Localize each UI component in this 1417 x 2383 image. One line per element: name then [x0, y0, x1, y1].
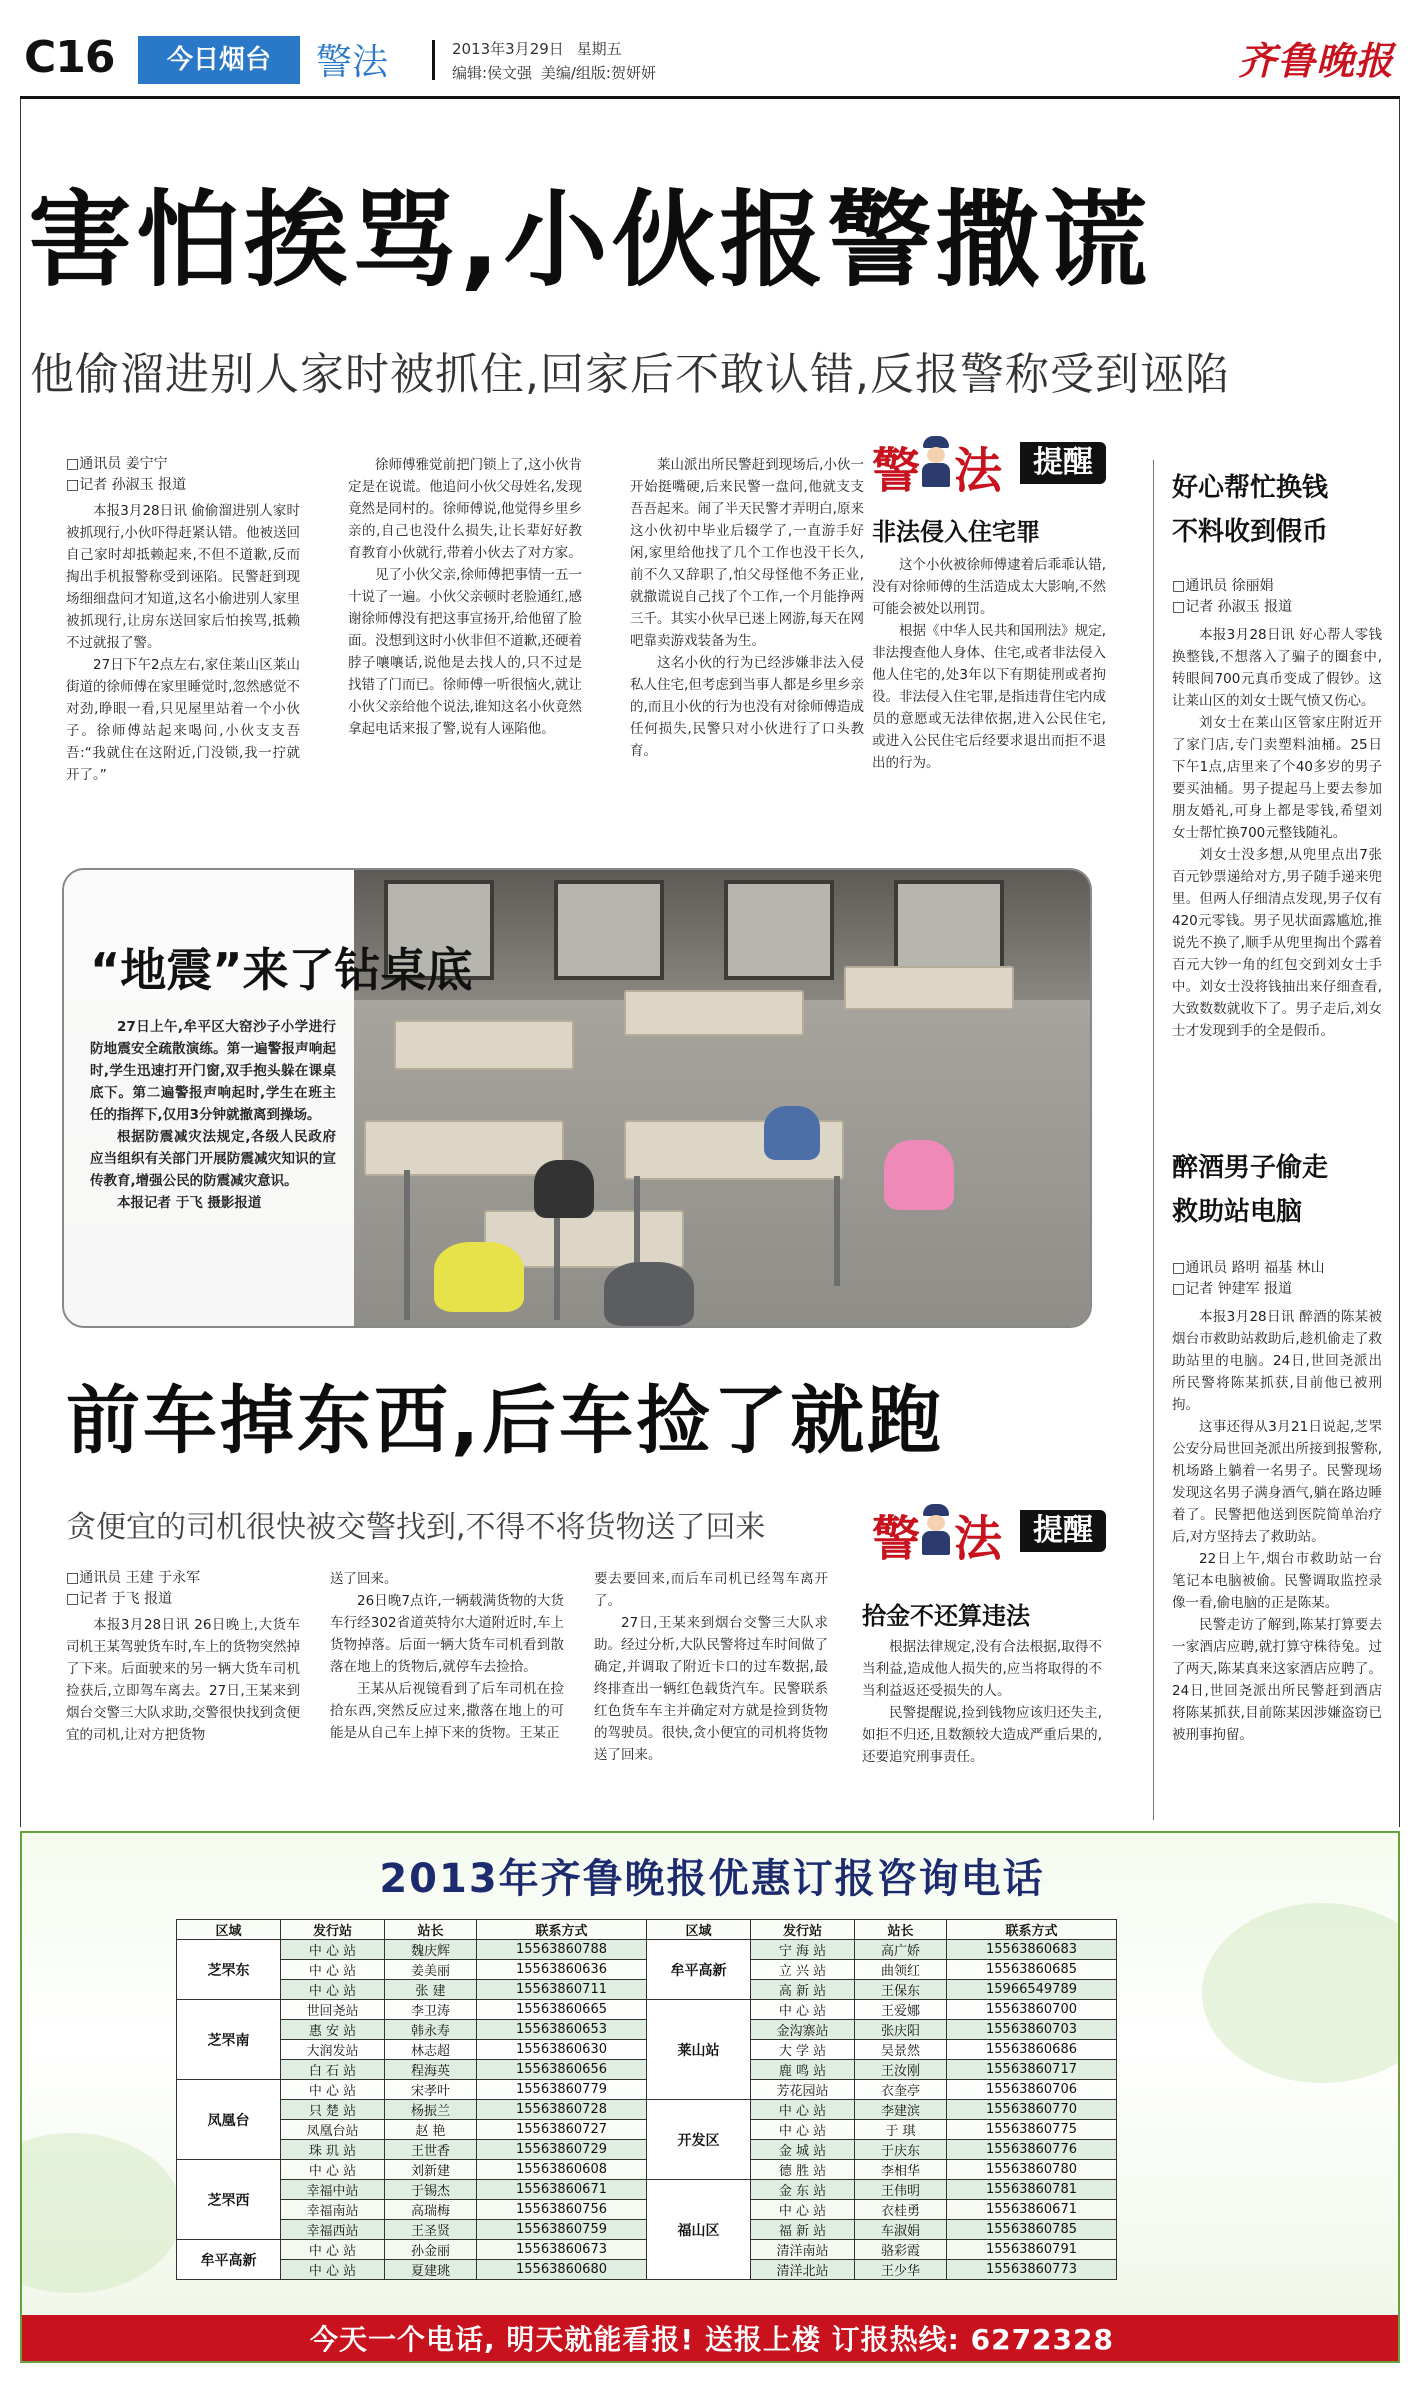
- sidebar1-title-line2: 不料收到假币: [1172, 517, 1329, 547]
- table-cell: 韩永寿: [385, 2020, 477, 2040]
- paragraph: 见了小伙父亲,徐师傅把事情一五一十说了一遍。小伙父亲顿时老脸通红,感谢徐师傅没有把这事宣扬开,给他留了脸面。没想到这时小伙非但不道歉,还硬着脖子嚷嚷话,说他是去找人的,只不过是找错了门而已。徐师傅一听很恼火,就让小伙父亲给他个说法,谁知这名小伙竟然拿起电话来报了警,说有人诬陷他。: [348, 567, 582, 737]
- logo-char-fa: 法: [954, 443, 1003, 499]
- logo-char-fa: 法: [954, 1511, 1003, 1567]
- table-cell: 宁 海 站: [751, 1940, 855, 1960]
- earthquake-drill-photo: [62, 868, 1092, 1328]
- table-cell: 衣桂勇: [855, 2200, 947, 2220]
- table-cell: 中 心 站: [281, 1980, 385, 2000]
- table-cell: 杨振兰: [385, 2100, 477, 2120]
- region-cell: 福山区: [647, 2180, 751, 2280]
- table-cell: 15966549789: [947, 1980, 1117, 2000]
- table-cell: 于庆东: [855, 2140, 947, 2160]
- designer: 美编/组版:贺妍妍: [540, 64, 656, 82]
- paragraph: 刘女士在莱山区管家庄附近开了家门店,专门卖塑料油桶。25日下午1点,店里来了个40多岁的男子要买油桶。男子提起马上要去参加朋友婚礼,可身上都是零钱,希望刘女士帮忙换700元整钱随礼。: [1172, 715, 1382, 841]
- table-cell: 衣奎亭: [855, 2080, 947, 2100]
- table-header-cell: 发行站: [281, 1920, 385, 1940]
- table-row: [177, 2180, 1117, 2200]
- headline-second: 前车掉东西,后车捡了就跑: [66, 1378, 945, 1464]
- page-number: C16: [24, 32, 115, 83]
- table-cell: 王汝刚: [855, 2060, 947, 2080]
- date: 2013年3月29日: [452, 40, 564, 58]
- paragraph: 27日下午2点左右,家住莱山区莱山街道的徐师傅在家里睡觉时,忽然感觉不对劲,睁眼一看,只见屋里站着一个小伙子。徐师傅站起来喝问,小伙支支吾吾:“我就住在这附近,门没锁,我一拧就开了。”: [66, 657, 300, 783]
- subscription-title: 2013年齐鲁晚报优惠订报咨询电话: [379, 1856, 1045, 1902]
- tip-body: [872, 554, 1106, 774]
- subscription-hotline: 今天一个电话, 明天就能看报! 送报上楼 订报热线: 6272328: [310, 2323, 1114, 2356]
- subscription-ad: [20, 1831, 1400, 2363]
- table-cell: 15563860671: [947, 2200, 1117, 2220]
- paragraph: 莱山派出所民警赶到现场后,小伙一开始挺嘴硬,后来民警一盘问,他就支支吾吾起来。闹了半天民警才弄明白,原来这小伙初中毕业后辍学了,一直游手好闲,家里给他找了几个工作也没干长久,前不久又辞职了,怕父母怪他不务正业,就撒谎说自己找了个工作,一个月能挣两三千。其实小伙早已迷上网游,每天在网吧靠卖游戏装备为生。: [630, 457, 864, 649]
- logo-char-jing: 警: [872, 443, 921, 499]
- city-tag: 今日烟台: [138, 36, 300, 84]
- leaf-decoration: [20, 2133, 182, 2293]
- table-cell: 夏建珧: [385, 2260, 477, 2280]
- table-cell: 大 学 站: [751, 2040, 855, 2060]
- editor-line: [452, 62, 656, 83]
- table-cell: 中 心 站: [281, 2260, 385, 2280]
- table-cell: 15563860630: [477, 2040, 647, 2060]
- photo-credit: 本报记者 于飞 摄影报道: [117, 1195, 262, 1211]
- table-header-cell: 联系方式: [947, 1920, 1117, 1940]
- byline: □通讯员 王建 于永军: [66, 1570, 201, 1586]
- byline: □通讯员 姜宁宁: [66, 456, 168, 472]
- table-cell: 15563860773: [947, 2260, 1117, 2280]
- table-cell: 魏庆辉: [385, 1940, 477, 1960]
- table-cell: 15563860717: [947, 2060, 1117, 2080]
- table-header-cell: 站长: [385, 1920, 477, 1940]
- table-cell: 珠 玑 站: [281, 2140, 385, 2160]
- byline: □通讯员 路明 福基 林山: [1172, 1260, 1325, 1276]
- sidebar1-title-line1: 好心帮忙换钱: [1172, 473, 1329, 503]
- brand-logo: 齐鲁晚报: [1237, 38, 1394, 83]
- table-cell: 鹿 鸣 站: [751, 2060, 855, 2080]
- table-cell: 15563860788: [477, 1940, 647, 1960]
- paragraph: 要去要回来,而后车司机已经驾车离开了。: [594, 1571, 828, 1609]
- table-row: [177, 1940, 1117, 1960]
- section-name: 警法: [316, 42, 389, 83]
- paragraph: 徐师傅雅觉前把门锁上了,这小伙肯定是在说谎。他追问小伙父母姓名,发现竟然是同村的。徐师傅说,他觉得乡里乡亲的,自己也没什么损失,让长辈好好教育教育小伙就行,带着小伙去了对方家。: [348, 457, 582, 561]
- table-cell: 张 建: [385, 1980, 477, 2000]
- table-header-cell: 区域: [177, 1920, 281, 1940]
- table-cell: 王伟明: [855, 2180, 947, 2200]
- table-cell: 15563860711: [477, 1980, 647, 2000]
- subscription-footer-bar: [22, 2315, 1400, 2363]
- table-cell: 吴景然: [855, 2040, 947, 2060]
- table-cell: 只 楚 站: [281, 2100, 385, 2120]
- paragraph: 王某从后视镜看到了后车司机在捡拾东西,突然反应过来,撒落在地上的可能是从自己车上掉下来的货物。王某正: [330, 1681, 564, 1741]
- sidebar2-title-line2: 救助站电脑: [1172, 1197, 1303, 1227]
- police-tip-logo: [872, 432, 1118, 499]
- paragraph: 根据防震减灾法规定,各级人民政府应当组织有关部门开展防震减灾知识的宣传教育,增强公民的防震减灾意识。: [90, 1129, 336, 1189]
- region-cell: 凤凰台: [177, 2080, 281, 2160]
- table-cell: 王世香: [385, 2140, 477, 2160]
- table-cell: 中 心 站: [751, 2100, 855, 2120]
- table-cell: 中 心 站: [281, 2160, 385, 2180]
- table-header-cell: 联系方式: [477, 1920, 647, 1940]
- table-cell: 清洋南站: [751, 2240, 855, 2260]
- region-cell: 牟平高新: [177, 2240, 281, 2280]
- paragraph: 本报3月28日讯 醉酒的陈某被烟台市救助站救助后,趁机偷走了救助站里的电脑。24日,世回尧派出所民警将陈某抓获,目前他已被刑拘。: [1172, 1309, 1382, 1413]
- table-cell: 中 心 站: [281, 1960, 385, 1980]
- police-tip-logo: [872, 1500, 1118, 1567]
- table-cell: 林志超: [385, 2040, 477, 2060]
- table-cell: 15563860727: [477, 2120, 647, 2140]
- byline: □记者 孙淑玉 报道: [1172, 599, 1293, 615]
- region-cell: 牟平高新: [647, 1940, 751, 2000]
- table-cell: 15563860785: [947, 2220, 1117, 2240]
- paragraph: 刘女士没多想,从兜里点出7张百元钞票递给对方,男子随手递来兜里。但两人仔细清点发现,男子仅有420元零钱。男子见状面露尴尬,推说先不换了,顺手从兜里掏出个露着百元大钞一角的红包交到刘女士手中。刘女士没将钱抽出来仔细查看,大致数数就收下了。男子走后,刘女士才发现到手的全是假币。: [1172, 847, 1382, 1039]
- table-cell: 中 心 站: [281, 1940, 385, 1960]
- table-cell: 芳花园站: [751, 2080, 855, 2100]
- story1-column-2: [348, 454, 582, 854]
- story2-column-3: [594, 1568, 828, 1818]
- paragraph: 根据法律规定,没有合法根据,取得不当利益,造成他人损失的,应当将取得的不当利益返还受损失的人。: [862, 1639, 1102, 1699]
- table-cell: 姜美丽: [385, 1960, 477, 1980]
- paragraph: 这名小伙的行为已经涉嫌非法入侵私人住宅,但考虑到当事人都是乡里乡亲的,而且小伙的行为也没有对徐师傅造成任何损失,民警只对小伙进行了口头教育。: [630, 655, 864, 759]
- table-cell: 15563860703: [947, 2020, 1117, 2040]
- table-cell: 15563860653: [477, 2020, 647, 2040]
- table-cell: 孙金丽: [385, 2240, 477, 2260]
- byline: □记者 孙淑玉 报道: [66, 477, 187, 493]
- table-cell: 曲领红: [855, 1960, 947, 1980]
- logo-char-jing: 警: [872, 1511, 921, 1567]
- paragraph: 27日上午,牟平区大窑沙子小学进行防地震安全疏散演练。第一遍警报声响起时,学生迅速打开门窗,双手抱头躲在课桌底下。第二遍警报声响起时,学生在班主任的指挥下,仅用3分钟就撤离到操场。: [90, 1019, 336, 1123]
- table-cell: 张庆阳: [855, 2020, 947, 2040]
- table-cell: 宋孝叶: [385, 2080, 477, 2100]
- table-cell: 凤凰台站: [281, 2120, 385, 2140]
- tip-title: 拾金不还算违法: [862, 1602, 1030, 1630]
- table-cell: 15563860680: [477, 2260, 647, 2280]
- table-cell: 惠 安 站: [281, 2020, 385, 2040]
- logo-tixing: 提醒: [1020, 442, 1106, 484]
- table-cell: 大润发站: [281, 2040, 385, 2060]
- paragraph: 26日晚7点许,一辆载满货物的大货车行经302省道英特尔大道附近时,车上货物掉落。后面一辆大货车司机看到散落在地上的货物后,就停车去捡拾。: [330, 1593, 564, 1675]
- table-cell: 15563860728: [477, 2100, 647, 2120]
- byline: □记者 钟建军 报道: [1172, 1281, 1293, 1297]
- paragraph: 这事还得从3月21日说起,芝罘公安分局世回尧派出所接到报警称,机场路上躺着一名男子。民警现场发现这名男子满身酒气,躺在路边睡着了。民警把他送到医院简单治疗后,对方坚持去了救助站。: [1172, 1419, 1382, 1545]
- table-cell: 福 新 站: [751, 2220, 855, 2240]
- byline: □通讯员 徐丽娟: [1172, 578, 1274, 594]
- table-cell: 王爱娜: [855, 2000, 947, 2020]
- paragraph: 本报3月28日讯 好心帮人零钱换整钱,不想落入了骗子的圈套中,转眼间700元真币变成了假钞。这让莱山区的刘女士既气愤又伤心。: [1172, 627, 1382, 709]
- story2-column-1: [66, 1568, 300, 1818]
- table-cell: 15563860636: [477, 1960, 647, 1980]
- story1-column-1: [66, 454, 300, 854]
- paragraph: 这个小伙被徐师傅逮着后乖乖认错,没有对徐师傅的生活造成太大影响,不然可能会被处以刑罚。: [872, 557, 1106, 617]
- table-cell: 幸福西站: [281, 2220, 385, 2240]
- table-cell: 中 心 站: [281, 2240, 385, 2260]
- table-cell: 高 新 站: [751, 1980, 855, 2000]
- police-tip-box-2: [862, 1500, 1118, 1820]
- region-cell: 莱山站: [647, 2000, 751, 2100]
- headline-main: 害怕挨骂,小伙报警撒谎: [28, 179, 1152, 301]
- weekday: 星期五: [576, 40, 622, 58]
- table-cell: 王保东: [855, 1980, 947, 2000]
- logo-tixing: 提醒: [1020, 1510, 1106, 1552]
- story1-column-3: [630, 454, 864, 854]
- table-cell: 立 兴 站: [751, 1960, 855, 1980]
- story2-column-2: [330, 1568, 564, 1818]
- table-row: [177, 2000, 1117, 2020]
- table-row: [177, 2100, 1117, 2120]
- region-cell: 芝罘西: [177, 2160, 281, 2240]
- subheadline-main: 他偷溜进别人家时被抓住,回家后不敢认错,反报警称受到诬陷: [30, 349, 1230, 400]
- sidebar1-body: [1172, 576, 1382, 1106]
- table-cell: 李相华: [855, 2160, 947, 2180]
- tip-body: [862, 1636, 1102, 1768]
- table-cell: 金沟寨站: [751, 2020, 855, 2040]
- table-cell: 李卫涛: [385, 2000, 477, 2020]
- table-cell: 15563860759: [477, 2220, 647, 2240]
- table-cell: 15563860608: [477, 2160, 647, 2180]
- table-cell: 15563860685: [947, 1960, 1117, 1980]
- page-header: [24, 30, 1394, 90]
- paragraph: 根据《中华人民共和国刑法》规定,非法搜查他人身体、住宅,或者非法侵入他人住宅的,处3年以下有期徒刑或者拘役。非法侵入住宅罪,是指违背住宅内成员的意愿或无法律依据,进入公民住宅,或进入公民住宅后经要求退出而拒不退出的行为。: [872, 623, 1106, 771]
- table-cell: 15563860781: [947, 2180, 1117, 2200]
- table-header-row: [177, 1920, 1117, 1940]
- paragraph: 送了回来。: [330, 1571, 398, 1587]
- table-cell: 幸福中站: [281, 2180, 385, 2200]
- tip-title: 非法侵入住宅罪: [872, 518, 1040, 546]
- photo-story-text: [90, 1016, 336, 1214]
- date-line: [452, 38, 622, 59]
- table-cell: 15563860665: [477, 2000, 647, 2020]
- paragraph: 27日,王某来到烟台交警三大队求助。经过分析,大队民警将过车时间做了确定,并调取了附近卡口的过车数据,最终排查出一辆红色载货汽车。民警联系红色货车车主并确定对方就是捡到货物的驾驶员。很快,贪小便宜的司机将货物送了回来。: [594, 1615, 828, 1763]
- sidebar2-title: [1172, 1146, 1328, 1234]
- header-divider: [432, 40, 435, 80]
- region-cell: 芝罘南: [177, 2000, 281, 2080]
- table-cell: 白 石 站: [281, 2060, 385, 2080]
- table-cell: 金 东 站: [751, 2180, 855, 2200]
- table-cell: 王少华: [855, 2260, 947, 2280]
- table-cell: 于锡杰: [385, 2180, 477, 2200]
- sidebar2-body: [1172, 1258, 1382, 1822]
- photo-story-title: “地震”来了钻桌底: [90, 943, 473, 997]
- subheadline-second: 贪便宜的司机很快被交警找到,不得不将货物送了回来: [66, 1510, 766, 1545]
- table-cell: 德 胜 站: [751, 2160, 855, 2180]
- table-cell: 高瑞梅: [385, 2200, 477, 2220]
- table-cell: 15563860770: [947, 2100, 1117, 2120]
- table-cell: 15563860673: [477, 2240, 647, 2260]
- table-cell: 中 心 站: [751, 2200, 855, 2220]
- paragraph: 22日上午,烟台市救助站一台笔记本电脑被偷。民警调取监控录像一看,偷电脑的正是陈某。: [1172, 1551, 1382, 1611]
- editor: 编辑:侯文强: [452, 64, 533, 82]
- table-cell: 程海英: [385, 2060, 477, 2080]
- subscription-table: [176, 1919, 1117, 2280]
- police-officer-icon: [920, 1504, 950, 1554]
- table-cell: 中 心 站: [751, 2000, 855, 2020]
- table-cell: 15563860775: [947, 2120, 1117, 2140]
- table-cell: 15563860729: [477, 2140, 647, 2160]
- table-cell: 15563860656: [477, 2060, 647, 2080]
- sidebar2-title-line1: 醉酒男子偷走: [1172, 1153, 1329, 1183]
- region-cell: 芝罘东: [177, 1940, 281, 2000]
- table-cell: 车淑娟: [855, 2220, 947, 2240]
- region-cell: 开发区: [647, 2100, 751, 2180]
- table-cell: 15563860791: [947, 2240, 1117, 2260]
- paragraph: 本报3月28日讯 偷偷溜进别人家时被抓现行,小伙吓得赶紧认错。他被送回自己家时却抵赖起来,不但不道歉,反而掏出手机报警称受到诬陷。民警赶到现场细细盘问才知道,这名小偷进别人家里被抓现行,让房东送回家后怕挨骂,抵赖不过就报了警。: [66, 503, 300, 651]
- table-cell: 世回尧站: [281, 2000, 385, 2020]
- table-cell: 15563860776: [947, 2140, 1117, 2160]
- byline: □记者 于飞 报道: [66, 1591, 173, 1607]
- sidebar-divider: [1153, 460, 1154, 1820]
- table-cell: 15563860700: [947, 2000, 1117, 2020]
- table-cell: 金 城 站: [751, 2140, 855, 2160]
- table-cell: 15563860756: [477, 2200, 647, 2220]
- table-cell: 15563860671: [477, 2180, 647, 2200]
- table-cell: 刘新建: [385, 2160, 477, 2180]
- table-cell: 15563860780: [947, 2160, 1117, 2180]
- table-cell: 王圣贤: [385, 2220, 477, 2240]
- table-cell: 高广娇: [855, 1940, 947, 1960]
- table-header-cell: 站长: [855, 1920, 947, 1940]
- police-tip-box-1: [872, 432, 1118, 852]
- table-cell: 李建滨: [855, 2100, 947, 2120]
- table-cell: 于 琪: [855, 2120, 947, 2140]
- table-cell: 15563860706: [947, 2080, 1117, 2100]
- table-cell: 15563860686: [947, 2040, 1117, 2060]
- table-cell: 幸福南站: [281, 2200, 385, 2220]
- table-header-cell: 发行站: [751, 1920, 855, 1940]
- table-header-cell: 区域: [647, 1920, 751, 1940]
- table-cell: 清洋北站: [751, 2260, 855, 2280]
- table-cell: 15563860779: [477, 2080, 647, 2100]
- sidebar1-title: [1172, 466, 1328, 554]
- table-cell: 骆彩霞: [855, 2240, 947, 2260]
- police-officer-icon: [920, 436, 950, 486]
- table-cell: 中 心 站: [281, 2080, 385, 2100]
- paragraph: 民警走访了解到,陈某打算要去一家酒店应聘,就打算守株待兔。过了两天,陈某真来这家酒店应聘了。24日,世回尧派出所民警赶到酒店将陈某抓获,目前陈某因涉嫌盗窃已被刑事拘留。: [1172, 1617, 1382, 1743]
- paragraph: 民警提醒说,捡到钱物应该归还失主,如拒不归还,且数额较大造成严重后果的,还要追究刑事责任。: [862, 1705, 1102, 1765]
- table-cell: 中 心 站: [751, 2120, 855, 2140]
- table-cell: 15563860683: [947, 1940, 1117, 1960]
- paragraph: 本报3月28日讯 26日晚上,大货车司机王某驾驶货车时,车上的货物突然掉了下来。后面驶来的另一辆大货车司机捡获后,立即驾车离去。27日,王某来到烟台交警三大队求助,交警很快找到贪便宜的司机,让对方把货物: [66, 1617, 300, 1743]
- leaf-decoration: [1202, 1903, 1400, 2083]
- table-cell: 赵 艳: [385, 2120, 477, 2140]
